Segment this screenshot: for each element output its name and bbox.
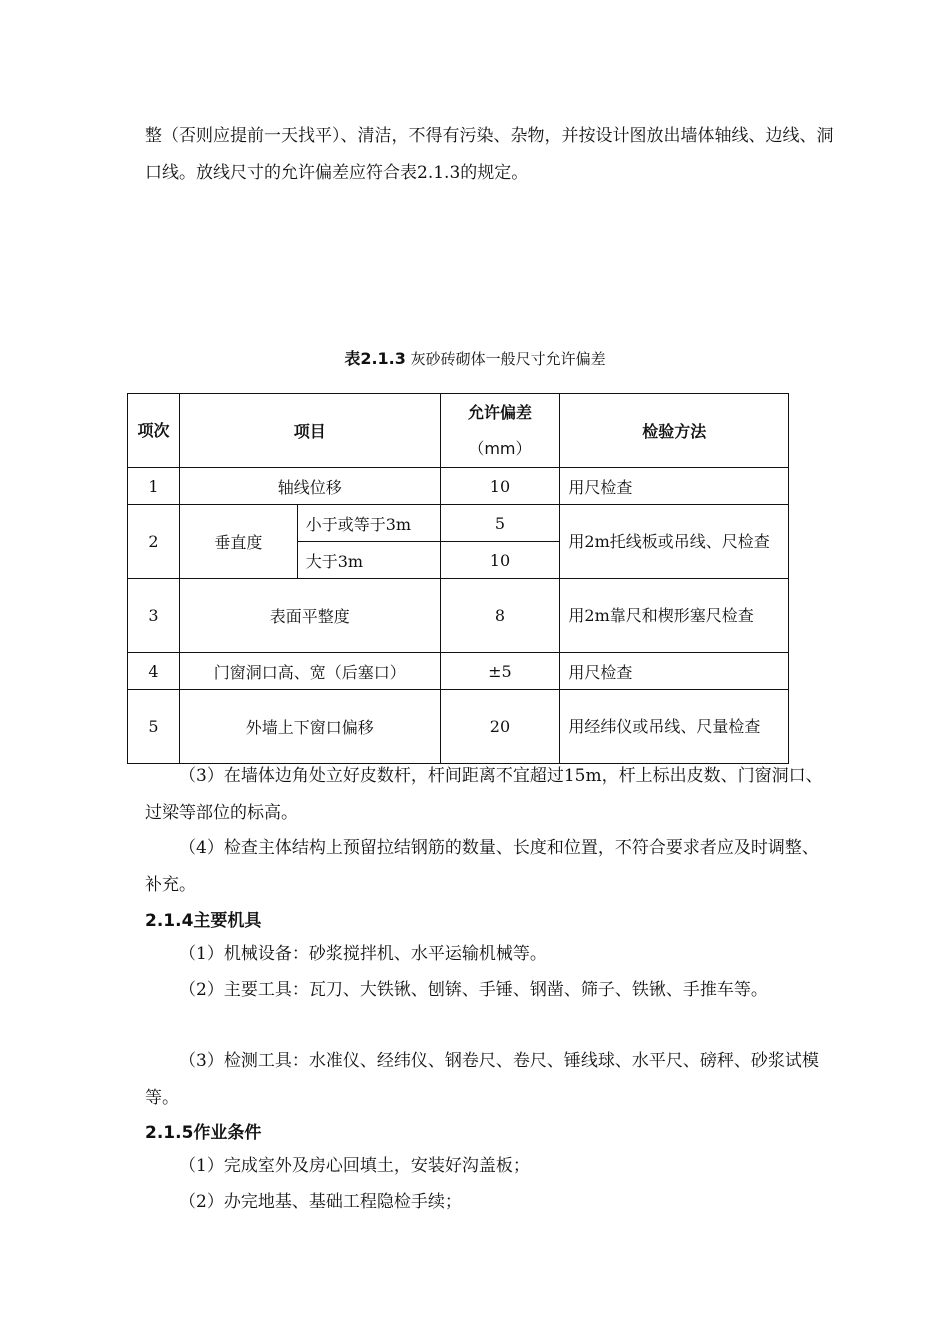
table-row	[128, 690, 789, 764]
row-method: 用尺检查	[560, 653, 789, 690]
section-heading-215: 2.1.5作业条件	[145, 1123, 262, 1143]
header-method: 检验方法	[560, 394, 789, 468]
row-tolerance: 20	[440, 690, 560, 764]
section-214-item: （3）检测工具：水准仪、经纬仪、钢卷尺、卷尺、锤线球、水平尺、磅秤、砂浆试模等。	[145, 1051, 819, 1108]
section-214-item: （1）机械设备：砂浆搅拌机、水平运输机械等。	[179, 944, 547, 964]
section-heading-214: 2.1.4主要机具	[145, 911, 262, 931]
row-item: 表面平整度	[179, 579, 440, 653]
table-caption	[0, 345, 950, 373]
row-method: 用尺检查	[560, 468, 789, 505]
row-seq: 1	[128, 468, 180, 505]
table-row	[128, 579, 789, 653]
header-seq: 项次	[128, 394, 180, 468]
row-tolerance: 8	[440, 579, 560, 653]
header-tolerance: 允许偏差 （mm）	[440, 394, 560, 468]
row-method: 用2m靠尺和楔形塞尺检查	[560, 579, 789, 653]
row-sub-item: 大于3m	[297, 542, 440, 579]
tolerance-table	[127, 393, 789, 764]
intro-paragraph: 整（否则应提前一天找平）、清洁，不得有污染、杂物，并按设计图放出墙体轴线、边线、洞口线。放线尺寸的允许偏差应符合表2.1.3的规定。	[145, 126, 834, 183]
row-seq: 5	[128, 690, 180, 764]
row-item: 外墙上下窗口偏移	[179, 690, 440, 764]
table-caption-title: 灰砂砖砌体一般尺寸允许偏差	[410, 350, 606, 368]
row-item: 轴线位移	[179, 468, 440, 505]
paragraph-3: （3）在墙体边角处立好皮数杆，杆间距离不宜超过15m，杆上标出皮数、门窗洞口、过梁等部位的标高。	[145, 766, 823, 823]
header-item: 项目	[179, 394, 440, 468]
section-215-item: （2）办完地基、基础工程隐检手续；	[179, 1192, 462, 1212]
table-caption-label: 表2.1.3	[344, 349, 406, 368]
section-215-item: （1）完成室外及房心回填土，安装好沟盖板；	[179, 1156, 530, 1176]
row-seq: 4	[128, 653, 180, 690]
row-tolerance: 10	[440, 468, 560, 505]
section-214-item: （2）主要工具：瓦刀、大铁锹、刨锛、手锤、钢凿、筛子、铁锹、手推车等。	[179, 980, 768, 1000]
row-tolerance: 5	[440, 505, 560, 542]
row-seq: 2	[128, 505, 180, 579]
row-method: 用2m托线板或吊线、尺检查	[560, 505, 789, 579]
table-row	[128, 653, 789, 690]
row-item: 垂直度	[179, 505, 297, 579]
table-header-row	[128, 394, 789, 468]
row-sub-item: 小于或等于3m	[297, 505, 440, 542]
row-tolerance: ±5	[440, 653, 560, 690]
table-row	[128, 468, 789, 505]
table-row	[128, 505, 789, 542]
row-tolerance: 10	[440, 542, 560, 579]
row-method: 用经纬仪或吊线、尺量检查	[560, 690, 789, 764]
row-seq: 3	[128, 579, 180, 653]
paragraph-4: （4）检查主体结构上预留拉结钢筋的数量、长度和位置，不符合要求者应及时调整、补充。	[145, 838, 819, 895]
row-item: 门窗洞口高、宽（后塞口）	[179, 653, 440, 690]
